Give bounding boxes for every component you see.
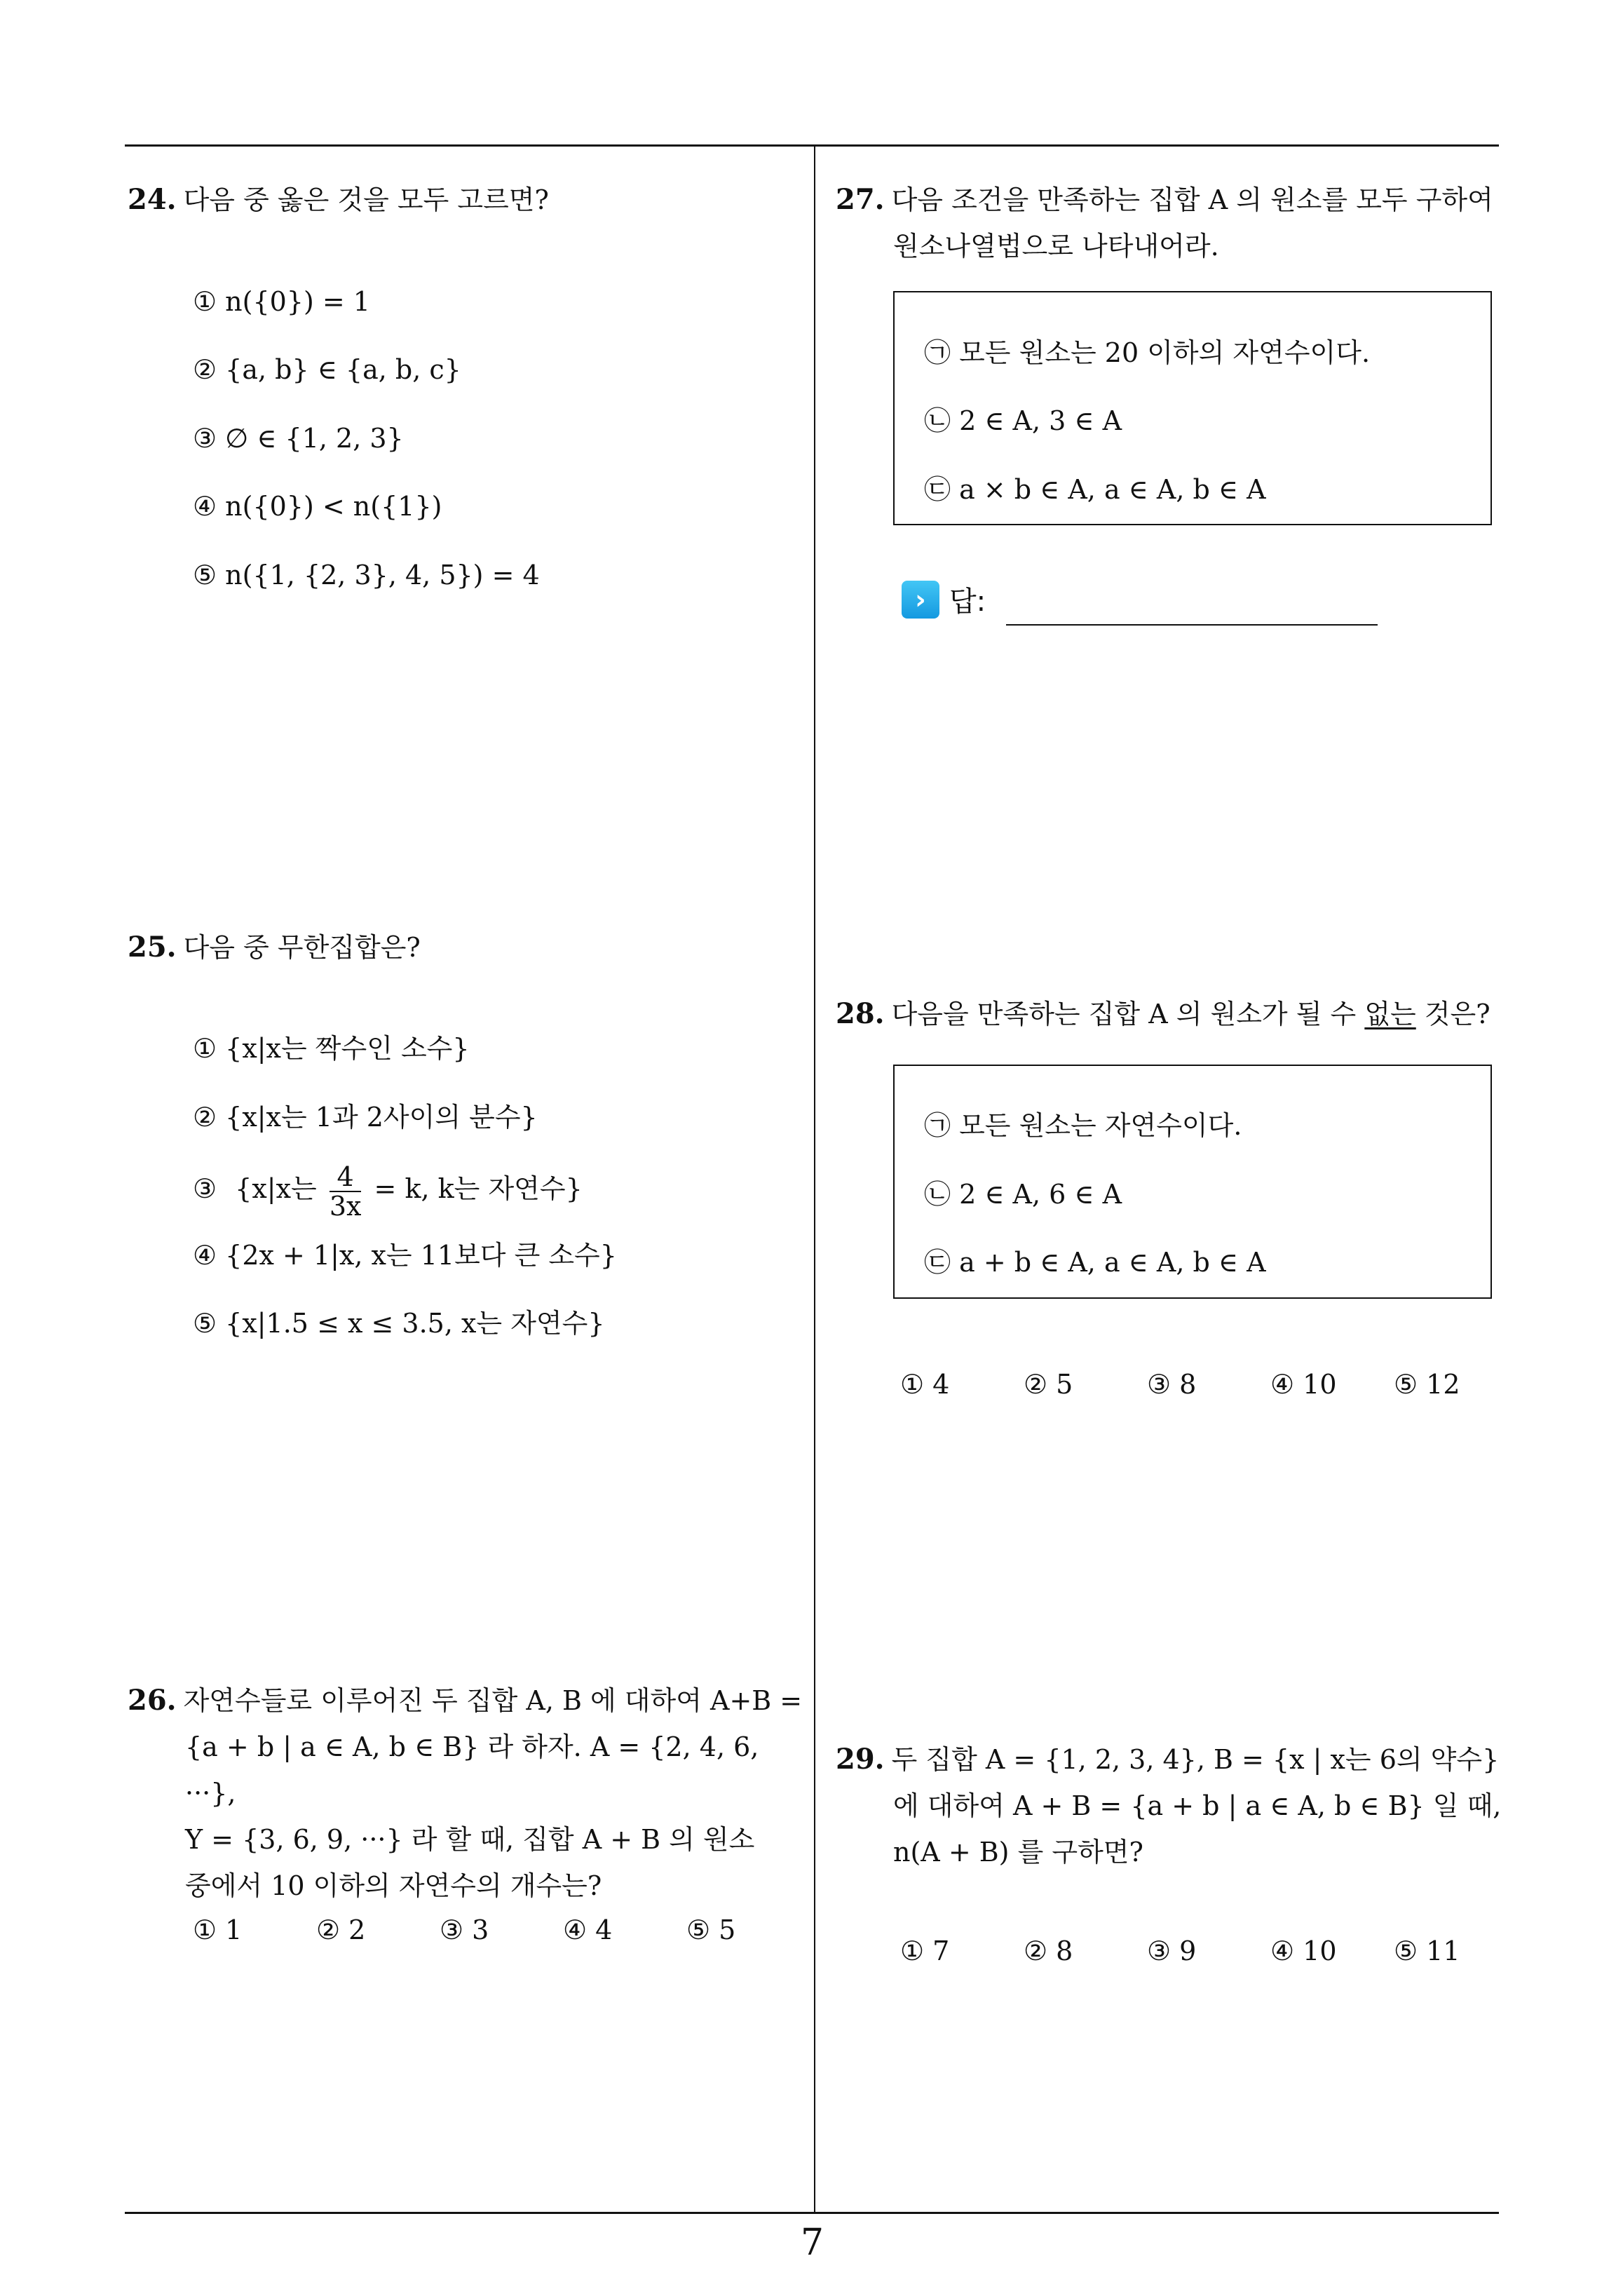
q26-choices xyxy=(193,1915,735,1945)
q24-option-5[interactable]: ⑤ n({1, {2, 3}, 4, 5}) = 4 xyxy=(193,560,540,590)
q27-condition-2: ㉡ 2 ∈ A, 3 ∈ A xyxy=(924,405,1122,436)
question-number: 27. xyxy=(836,183,885,216)
question-text-after: 것은? xyxy=(1424,999,1490,1029)
question-line-1: 두 집합 A = {1, 2, 3, 4}, B = {x | x는 6의 약수} xyxy=(891,1744,1500,1775)
bottom-rule xyxy=(125,2212,1499,2214)
chevron-right-icon: › xyxy=(902,581,939,619)
q24-option-2[interactable]: ② {a, b} ∈ {a, b, c} xyxy=(193,354,461,385)
q28-choice-3[interactable]: ③ 8 xyxy=(1147,1369,1197,1400)
question-number: 28. xyxy=(836,997,885,1030)
question-28 xyxy=(836,991,1509,1037)
q28-choice-2[interactable]: ② 5 xyxy=(1024,1369,1073,1400)
q28-choices xyxy=(900,1369,1460,1400)
fraction xyxy=(330,1163,362,1220)
q28-condition-3: ㉢ a + b ∈ A, a ∈ A, b ∈ A xyxy=(924,1247,1266,1278)
q27-answer-field[interactable] xyxy=(1006,624,1378,626)
q25-option-1[interactable]: ① {x|x는 짝수인 소수} xyxy=(193,1033,470,1064)
q26-choice-1[interactable]: ① 1 xyxy=(193,1915,243,1945)
option-marker: ③ xyxy=(193,1173,217,1204)
question-number: 29. xyxy=(836,1743,885,1776)
question-line-2: 원소나열법으로 나타내어라. xyxy=(893,231,1219,262)
page-number: 7 xyxy=(801,2222,824,2264)
q29-choice-2[interactable]: ② 8 xyxy=(1024,1936,1073,1966)
question-number: 24. xyxy=(128,183,177,216)
question-line-3: n(A + B) 를 구하면? xyxy=(893,1837,1143,1868)
q25-option-5[interactable]: ⑤ {x|1.5 ≤ x ≤ 3.5, x는 자연수} xyxy=(193,1308,605,1339)
q26-choice-5[interactable]: ⑤ 5 xyxy=(686,1915,736,1945)
fraction-numerator: 4 xyxy=(330,1163,362,1192)
q26-choice-2[interactable]: ② 2 xyxy=(316,1915,366,1945)
question-text-underlined: 없는 xyxy=(1364,999,1416,1029)
q26-choice-3[interactable]: ③ 3 xyxy=(440,1915,489,1945)
option-right-text: = k, k는 자연수} xyxy=(374,1173,583,1204)
q28-condition-1: ㉠ 모든 원소는 자연수이다. xyxy=(924,1110,1242,1141)
question-text-before: 다음을 만족하는 집합 A 의 원소가 될 수 xyxy=(891,999,1357,1029)
q25-option-4[interactable]: ④ {2x + 1|x, x는 11보다 큰 소수} xyxy=(193,1240,617,1271)
q24-option-4[interactable]: ④ n({0}) < n({1}) xyxy=(193,491,442,522)
q28-choice-5[interactable]: ⑤ 12 xyxy=(1394,1369,1460,1400)
question-27 xyxy=(836,177,1509,269)
column-divider xyxy=(814,144,815,2213)
question-text: 다음 중 무한집합은? xyxy=(183,932,421,963)
top-rule xyxy=(125,144,1499,147)
question-line-2: {a + b | a ∈ A, b ∈ B} 라 하자. A = {2, 4, 6, ···}, xyxy=(185,1731,759,1809)
option-left-text: {x|x는 xyxy=(235,1173,317,1204)
question-line-1: 자연수들로 이루어진 두 집합 A, B 에 대하여 A+B = xyxy=(183,1685,803,1716)
q26-choice-4[interactable]: ④ 4 xyxy=(563,1915,613,1945)
q29-choice-5[interactable]: ⑤ 11 xyxy=(1394,1936,1460,1966)
question-26 xyxy=(128,1677,801,1909)
q24-option-3[interactable]: ③ ∅ ∈ {1, 2, 3} xyxy=(193,423,404,454)
q29-choice-3[interactable]: ③ 9 xyxy=(1147,1936,1197,1966)
question-number: 25. xyxy=(128,931,177,964)
question-24 xyxy=(128,177,801,223)
q24-option-1[interactable]: ① n({0}) = 1 xyxy=(193,286,370,317)
q28-choice-4[interactable]: ④ 10 xyxy=(1270,1369,1337,1400)
q27-condition-1: ㉠ 모든 원소는 20 이하의 자연수이다. xyxy=(924,337,1371,368)
question-29 xyxy=(836,1736,1509,1875)
question-line-3: Y = {3, 6, 9, ···} 라 할 때, 집합 A + B 의 원소 xyxy=(185,1824,755,1855)
q27-answer xyxy=(902,579,986,619)
q25-option-3[interactable] xyxy=(193,1157,583,1220)
question-line-1: 다음 조건을 만족하는 집합 A 의 원소를 모두 구하여 xyxy=(891,184,1493,215)
fraction-denominator: 3x xyxy=(329,1190,362,1222)
q27-condition-3: ㉢ a × b ∈ A, a ∈ A, b ∈ A xyxy=(924,474,1266,505)
q29-choice-1[interactable]: ① 7 xyxy=(900,1936,950,1966)
q25-option-2[interactable]: ② {x|x는 1과 2사이의 분수} xyxy=(193,1102,538,1133)
answer-label: 답: xyxy=(949,586,986,618)
question-text: 다음 중 옳은 것을 모두 고르면? xyxy=(183,184,549,215)
question-number: 26. xyxy=(128,1684,177,1717)
q29-choice-4[interactable]: ④ 10 xyxy=(1270,1936,1337,1966)
q29-choices xyxy=(900,1936,1460,1966)
q28-choice-1[interactable]: ① 4 xyxy=(900,1369,950,1400)
question-line-2: 에 대하여 A + B = {a + b | a ∈ A, b ∈ B} 일 때, xyxy=(893,1790,1502,1821)
question-line-4: 중에서 10 이하의 자연수의 개수는? xyxy=(185,1870,602,1901)
question-25 xyxy=(128,924,801,971)
q28-condition-2: ㉡ 2 ∈ A, 6 ∈ A xyxy=(924,1179,1122,1210)
